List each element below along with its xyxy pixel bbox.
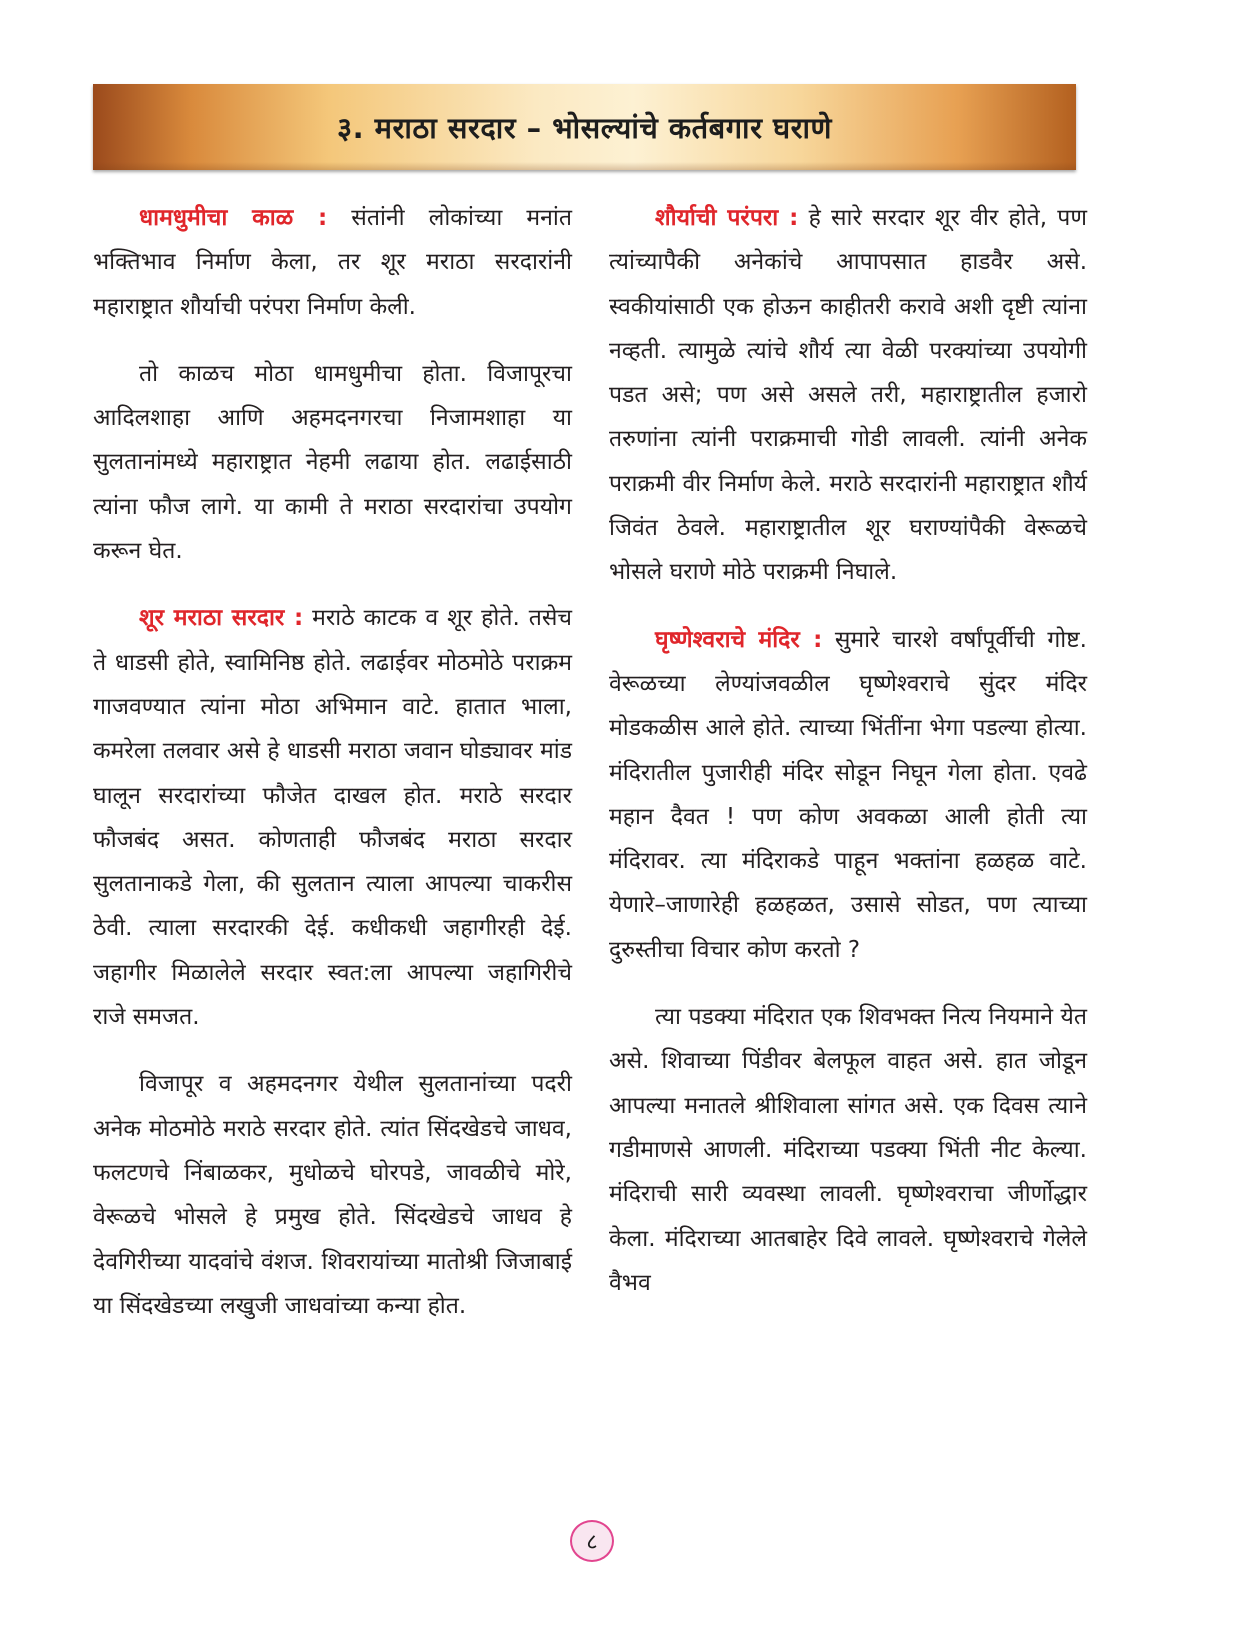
paragraph-text: विजापूर व अहमदनगर येथील सुलतानांच्या पदरी अनेक मोठमोठे मराठे सरदार होते. त्यांत सिंदखेडचे जाधव, फलटणचे निंबाळकर, मुधोळचे घोरपडे, जावळीचे मोरे, वेरूळचे भोसले हे प्रमुख होते. सिंदखेडचे जाधव हे देवगिरीच्या यादवांचे वंशज. शिवरायांच्या मातोश्री जिजाबाई या सिंदखेडच्या लखुजी जाधवांच्या कन्या होत.	[93, 1071, 572, 1319]
left-column	[93, 196, 572, 1351]
section-heading: घृष्णेश्वराचे मंदिर :	[655, 626, 823, 653]
paragraph-tumultuous-period	[93, 196, 572, 329]
chapter-title-banner	[93, 84, 1076, 170]
paragraph-grishneshwar-temple	[609, 618, 1087, 972]
paragraph-text: मराठे काटक व शूर होते. तसेच ते धाडसी होते, स्वामिनिष्ठ होते. लढाईवर मोठमोठे पराक्रम गाजवण्यात त्यांना मोठा अभिमान वाटे. हातात भाला, कमरेला तलवार असे हे धाडसी मराठा जवान घोड्यावर मांड घालून सरदारांच्या फौजेत दाखल होत. मराठे सरदार फौजबंद असत. कोणताही फौजबंद मराठा सरदार सुलतानाकडे गेला, की सुलतान त्याला आपल्या चाकरीस ठेवी. त्याला सरदारकी देई. कधीकधी जहागीरही देई. जहागीर मिळालेले सरदार स्वत:ला आपल्या जहागिरीचे राजे समजत.	[93, 605, 572, 1031]
paragraph-text: तो काळच मोठा धामधुमीचा होता. विजापूरचा आदिलशाहा आणि अहमदनगरचा निजामशाहा या सुलतानांमध्ये महाराष्ट्रात नेहमी लढाया होत. लढाईसाठी त्यांना फौज लागे. या कामी ते मराठा सरदारांचा उपयोग करून घेत.	[93, 360, 572, 565]
paragraph-prominent-families	[93, 1062, 572, 1328]
section-heading: धामधुमीचा काळ :	[139, 205, 328, 231]
paragraph-tradition-of-valour	[609, 196, 1087, 595]
page-number-badge	[570, 1520, 614, 1562]
chapter-title: ३. मराठा सरदार – भोसल्यांचे कर्तबगार घराणे	[336, 110, 833, 145]
paragraph-brave-maratha-sardars	[93, 596, 572, 1039]
right-column	[609, 196, 1087, 1328]
paragraph-text: सुमारे चारशे वर्षांपूर्वीची गोष्ट. वेरूळच्या लेण्यांजवळील घृष्णेश्वराचे सुंदर मंदिर मोडकळीस आले होते. त्याच्या भिंतींना भेगा पडल्या होत्या. मंदिरातील पुजारीही मंदिर सोडून निघून गेला होता. एवढे महान दैवत ! पण कोण अवकळा आली होती त्या मंदिरावर. त्या मंदिराकडे पाहून भक्तांना हळहळ वाटे. येणारे–जाणारेही हळहळत, उसासे सोडत, पण त्याच्या दुरुस्तीचा विचार कोण करतो ?	[609, 626, 1087, 963]
section-heading: शौर्याची परंपरा :	[655, 205, 799, 231]
paragraph-shiva-devotee	[609, 995, 1087, 1305]
paragraph-text: हे सारे सरदार शूर वीर होते, पण त्यांच्यापैकी अनेकांचे आपापसात हाडवैर असे. स्वकीयांसाठी एक होऊन काहीतरी करावे अशी दृष्टी त्यांना नव्हती. त्यामुळे त्यांचे शौर्य त्या वेळी परक्यांच्या उपयोगी पडत असे; पण असे असले तरी, महाराष्ट्रातील हजारो तरुणांना त्यांनी पराक्रमाची गोडी लावली. त्यांनी अनेक पराक्रमी वीर निर्माण केले. मराठे सरदारांनी महाराष्ट्रात शौर्य जिवंत ठेवले. महाराष्ट्रातील शूर घराण्यांपैकी वेरूळचे भोसले घराणे मोठे पराक्रमी निघाले.	[609, 205, 1087, 586]
section-heading: शूर मराठा सरदार :	[139, 605, 304, 632]
paragraph-text: संतांनी लोकांच्या मनांत भक्तिभाव निर्माण केला, तर शूर मराठा सरदारांनी महाराष्ट्रात शौर्याची परंपरा निर्माण केली.	[93, 205, 573, 320]
paragraph-sultanates	[93, 352, 572, 573]
page-number: ८	[586, 1530, 598, 1555]
paragraph-text: त्या पडक्या मंदिरात एक शिवभक्त नित्य नियमाने येत असे. शिवाच्या पिंडीवर बेलफूल वाहत असे. हात जोडून आपल्या मनातले श्रीशिवाला सांगत असे. एक दिवस त्याने गडीमाणसे आणली. मंदिराच्या पडक्या भिंती नीट केल्या. मंदिराची सारी व्यवस्था लावली. घृष्णेश्वराचा जीर्णोद्धार केला. मंदिराच्या आतबाहेर दिवे लावले. घृष्णेश्वराचे गेलेले वैभव	[609, 1004, 1087, 1296]
